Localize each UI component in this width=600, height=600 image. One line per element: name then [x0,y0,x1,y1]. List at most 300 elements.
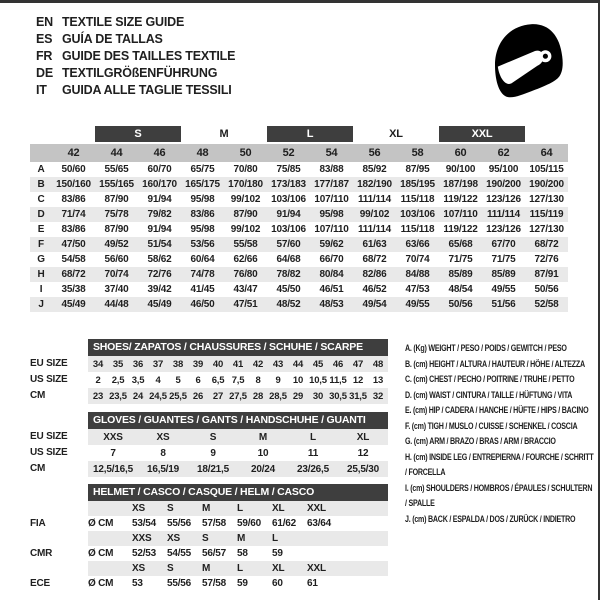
measurement-value: 55/65 [104,164,129,175]
shoes-title-row [30,339,388,356]
shoes-row-label: CM [30,390,46,401]
legend-item: G. (cm) ARM / BRAZO / BRAS / ARM / BRACCIO [405,436,556,446]
shoe-size-value: 10 [292,374,304,386]
shoe-size-value: 2,5 [111,374,125,386]
helmet-size-label: M [202,563,211,574]
measurement-value: 111/114 [357,194,392,205]
measurement-value: 87/91 [534,269,559,280]
helmet-size-value: 59 [237,578,248,589]
measurement-row-label: C [37,194,45,205]
measurement-row-label: I [39,284,43,295]
measurement-value: 37/40 [104,284,129,295]
measurement-value: 50/60 [61,164,86,175]
shoes-row-values [88,356,388,372]
measurement-value: 45/50 [276,284,301,295]
helmet-values [88,546,388,561]
language-title-row [36,65,235,82]
measurement-value: 49/52 [104,239,129,250]
helmet-size-value: 61 [307,578,318,589]
shoe-size-value: 32 [372,390,384,402]
measurement-value: 85/89 [448,269,473,280]
size-number: 54 [325,147,338,159]
helmet-sizes-row [30,501,388,516]
textile-size-table [30,125,568,312]
helmet-size-label: XS [132,503,145,514]
measurement-row-label: G [37,254,45,265]
measurement-value: 55/58 [233,239,258,250]
measurement-value: 49/54 [362,299,387,310]
helmet-sizes-values [88,501,388,516]
shoe-size-value: 25,5 [169,390,187,402]
measurement-value: 45/49 [147,299,172,310]
measurement-value: 90/100 [445,164,476,175]
gloves-row-label: CM [30,463,46,474]
measurement-value: 87/90 [104,194,129,205]
measurement-value: 91/94 [147,194,172,205]
shoe-size-value: 10,5 [309,374,327,386]
size-group-label: XL [389,128,403,140]
measurement-value: 46/52 [362,284,387,295]
size-group-row [30,125,568,143]
gloves-row [30,445,388,461]
shoe-size-value: 37 [152,358,164,370]
measurement-value: 39/42 [147,284,172,295]
size-number: 44 [110,147,123,159]
shoe-size-value: 9 [275,374,281,386]
measurement-value: 127/130 [529,224,564,235]
measurement-value: 80/84 [319,269,344,280]
helmet-size-label: L [237,563,243,574]
measurement-value: 190/200 [529,179,564,190]
gloves-row-label: US SIZE [30,447,68,458]
shoe-size-value: 27,5 [229,390,247,402]
size-number: 42 [67,147,80,159]
guide-title: GUÍA DE TALLAS [62,32,163,46]
helmet-size-value: 52/53 [132,548,157,559]
measurement-value: 71/75 [491,254,516,265]
legend-item: B. (cm) HEIGHT / ALTURA / HAUTEUR / HÖHE / ALTEZZA [405,358,585,369]
measurement-value: 60/64 [190,254,215,265]
glove-size-value: XL [356,431,370,443]
glove-size-value: 23/26,5 [297,463,329,475]
shoe-size-value: 47 [352,358,364,370]
shoe-size-value: 5 [175,374,181,386]
shoe-size-value: 42 [252,358,264,370]
racing-helmet-icon [487,15,567,107]
helmet-size-label: XXS [132,533,152,544]
helmet-values-row [30,516,388,531]
measurement-value: 87/90 [233,209,258,220]
measurement-value: 115/118 [400,224,435,235]
shoe-size-value: 28 [252,390,264,402]
helmet-standard-label: FIA [30,518,46,529]
measurement-row [30,252,568,267]
gloves-row [30,461,388,477]
measurement-value: 67/70 [491,239,516,250]
measurement-value: 83/86 [61,194,86,205]
measurement-value: 65/68 [448,239,473,250]
measurement-value: 75/78 [104,209,129,220]
helmet-size-value: 54/55 [167,548,192,559]
measurement-value: 83/88 [319,164,344,175]
helmet-standard-label: ECE [30,578,50,589]
shoe-size-value: 45 [312,358,324,370]
shoe-size-value: 26 [192,390,204,402]
size-group-cell [439,126,525,142]
glove-size-value: 7 [110,447,116,459]
legend-item: H. (cm) INSIDE LEG / ENTREPIERNA / FOURCHE / SCHRITT / FORCELLA [405,451,594,477]
measurement-value: 63/66 [405,239,430,250]
helmet-size-label: S [167,563,174,574]
helmet-size-value: 59 [272,548,283,559]
size-number: 62 [497,147,510,159]
helmet-sizes-row [30,561,388,576]
shoe-size-value: 28,5 [269,390,287,402]
measurement-value: 46/51 [319,284,344,295]
unit-label: Ø CM [88,518,114,529]
size-group-label: XXL [439,126,525,142]
measurement-row [30,207,568,222]
gloves-row-label: EU SIZE [30,431,68,442]
shoes-row [30,372,388,388]
measurement-value: 83/86 [190,209,215,220]
shoe-size-value: 27 [212,390,224,402]
title-spacer [30,412,88,429]
shoe-size-value: 46 [332,358,344,370]
measurement-value: 160/170 [142,179,177,190]
measurement-value: 48/52 [276,299,301,310]
helmet-sizes-values [88,561,388,576]
size-number: 56 [368,147,381,159]
shoe-size-value: 6,5 [211,374,225,386]
measurement-value: 70/80 [233,164,258,175]
glove-size-value: L [310,431,316,443]
helmet-values-row [30,576,388,591]
measurement-value: 51/54 [147,239,172,250]
language-code: ES [36,32,53,46]
unit-label: Ø CM [88,578,114,589]
measurement-value: 53/56 [190,239,215,250]
measurement-value: 99/102 [359,209,390,220]
measurement-value: 56/60 [104,254,129,265]
helmet-standard-block [30,501,388,531]
measurement-value: 182/190 [357,179,392,190]
helmet-size-label: XXL [307,503,326,514]
measurement-value: 60/70 [147,164,172,175]
legend-item: A. (Kg) WEIGHT / PESO / POIDS / GEWITCH / PESO [405,343,567,353]
measurement-row-label: J [38,299,44,310]
measurement-value: 91/94 [276,209,301,220]
measurement-value: 64/68 [276,254,301,265]
glove-size-value: 8 [160,447,166,459]
shoe-size-value: 8 [255,374,261,386]
measurement-value: 49/55 [491,284,516,295]
measurement-value: 52/58 [534,299,559,310]
measurement-value: 123/126 [486,194,521,205]
language-code: EN [36,15,53,29]
gloves-row-values [88,445,388,461]
glove-size-value: 9 [210,447,216,459]
helmet-size-label: S [167,503,174,514]
helmet-size-value: 60 [272,578,283,589]
measurement-value: 45/49 [61,299,86,310]
glove-size-value: XS [156,431,170,443]
guide-title: GUIDE DES TAILLES TEXTILE [62,49,236,63]
measurement-value: 68/72 [61,269,86,280]
measurement-value: 123/126 [486,224,521,235]
legend-item: D. (cm) WAIST / CINTURA / TAILLE / HÜFTUNG / VITA [405,389,573,400]
measurement-value: 150/160 [56,179,91,190]
glove-size-value: S [209,431,217,443]
language-title-row [36,48,235,65]
size-number: 52 [282,147,295,159]
glove-size-value: 11 [307,447,319,459]
helmet-size-label: M [202,503,211,514]
helmet-size-table [30,484,388,591]
measurement-value: 75/85 [276,164,301,175]
shoe-size-value: 11,5 [329,374,347,386]
shoe-size-value: 3,5 [131,374,145,386]
measurement-value: 79/82 [147,209,172,220]
measurement-value: 177/187 [314,179,349,190]
shoe-size-value: 35 [112,358,124,370]
measurement-value: 50/56 [448,299,473,310]
measurement-value: 48/53 [319,299,344,310]
guide-title: GUIDA ALLE TAGLIE TESSILI [62,83,232,97]
helmet-size-label: M [237,533,246,544]
measurement-row-label: H [37,269,45,280]
size-number: 48 [196,147,209,159]
shoe-size-value: 12 [352,374,364,386]
helmet-size-value: 61/62 [272,518,297,529]
helmet-size-label: XS [167,533,180,544]
helmet-size-value: 55/56 [167,518,192,529]
shoe-size-value: 24 [132,390,144,402]
helmet-size-value: 55/56 [167,578,192,589]
size-group-cell [181,126,267,142]
shoe-size-value: 41 [232,358,244,370]
measurement-value: 47/51 [233,299,258,310]
measurement-value: 70/74 [104,269,129,280]
helmet-sizes-values [88,531,388,546]
measurement-value: 119/122 [443,194,478,205]
helmet-size-label: XXL [307,563,326,574]
measurement-value: 127/130 [529,194,564,205]
helmet-size-value: 57/58 [202,518,227,529]
measurement-value: 66/70 [319,254,344,265]
measurement-row [30,237,568,252]
measurement-value: 71/75 [448,254,473,265]
measurement-row [30,177,568,192]
measurement-value: 107/110 [314,194,349,205]
gloves-row [30,429,388,445]
measurement-value: 119/122 [443,224,478,235]
helmet-size-value: 59/60 [237,518,262,529]
measurement-value: 95/98 [190,224,215,235]
measurement-row [30,162,568,177]
gloves-table-title: GLOVES / GUANTES / GANTS / HANDSCHUHE / GUANTI [88,412,388,429]
helmet-size-value: 57/58 [202,578,227,589]
helmet-size-label: XL [272,563,285,574]
measurement-value: 83/86 [61,224,86,235]
guide-title: TEXTILE SIZE GUIDE [62,15,185,29]
measurement-row [30,222,568,237]
size-group-cell [95,126,181,142]
measurement-value: 61/63 [362,239,387,250]
helmet-standard-label: CMR [30,548,53,559]
helmet-size-label: L [272,533,278,544]
glove-size-value: 12 [357,447,369,459]
measurement-value: 85/92 [362,164,387,175]
helmet-size-label: XL [272,503,285,514]
measurement-value: 59/62 [319,239,344,250]
measurement-row-label: E [37,224,45,235]
measurement-value: 107/110 [443,209,478,220]
measurement-value: 115/119 [529,209,564,220]
shoe-size-value: 48 [372,358,384,370]
measurement-value: 68/72 [362,254,387,265]
legend-item: C. (cm) CHEST / PECHO / POITRINE / TRUHE / PETTO [405,374,575,384]
measurement-value: 173/183 [271,179,306,190]
measurement-value: 54/58 [61,254,86,265]
shoe-size-value: 34 [92,358,104,370]
language-code: DE [36,66,53,80]
unit-label: Ø CM [88,548,114,559]
measurement-value: 87/95 [405,164,430,175]
shoe-size-value: 31,5 [349,390,367,402]
glove-size-value: 18/21,5 [197,463,229,475]
shoes-table-title: SHOES/ ZAPATOS / CHAUSSURES / SCHUHE / SCARPE [88,339,388,356]
legend-item: J. (cm) BACK / ESPALDA / DOS / ZURÜCK / INDIETRO [405,513,576,524]
measurement-value: 62/66 [233,254,258,265]
measurement-value: 84/88 [405,269,430,280]
measurement-value: 76/80 [233,269,258,280]
shoe-size-value: 30 [312,390,324,402]
gloves-title-row [30,412,388,429]
measurement-row-label: D [37,209,45,220]
measurement-value: 111/114 [357,224,392,235]
gloves-row-values [88,461,388,477]
size-group-label: L [267,126,353,142]
helmet-values [88,516,388,531]
measurement-value: 91/94 [147,224,172,235]
helmet-size-value: 58 [237,548,248,559]
shoe-size-value: 23,5 [109,390,127,402]
measurement-value: 87/90 [104,224,129,235]
shoe-size-value: 36 [132,358,144,370]
measurement-row [30,192,568,207]
legend-item: I. (cm) SHOULDERS / HOMBROS / ÉPAULES / SCHULTERN / SPALLE [405,482,593,508]
measurement-value: 103/106 [400,209,435,220]
measurement-value: 82/86 [362,269,387,280]
size-group-cell [267,126,353,142]
legend-item: E. (cm) HIP / CADERA / HANCHE / HÜFTE / HIPS / BACINO [405,405,589,415]
title-spacer [30,484,88,501]
measurement-row-label: F [38,239,44,250]
shoe-size-value: 4 [155,374,161,386]
shoes-row [30,388,388,404]
measurement-value: 115/118 [400,194,435,205]
glove-size-value: M [258,431,268,443]
size-number: 50 [239,147,252,159]
shoes-row-label: EU SIZE [30,358,68,369]
measurement-value: 51/56 [491,299,516,310]
accessory-size-tables [30,339,388,591]
measurement-value: 49/55 [405,299,430,310]
shoes-row-values [88,388,388,404]
helmet-values-row [30,546,388,561]
shoe-size-value: 6 [195,374,201,386]
glove-size-value: XXS [103,431,123,443]
measurement-value: 46/50 [190,299,215,310]
glove-size-value: 16,5/19 [147,463,179,475]
shoe-size-value: 23 [92,390,104,402]
shoe-size-value: 13 [372,374,384,386]
measurement-row [30,297,568,312]
measurement-value: 35/38 [61,284,86,295]
size-number: 46 [153,147,166,159]
shoe-size-value: 7,5 [231,374,245,386]
measurement-value: 95/98 [190,194,215,205]
shoe-size-value: 24,5 [149,390,167,402]
measurement-value: 71/74 [61,209,86,220]
language-code: IT [36,83,47,97]
shoe-size-value: 40 [212,358,224,370]
helmet-size-label: S [202,533,209,544]
glove-size-value: 12,5/16,5 [93,463,133,475]
measurement-value: 190/200 [486,179,521,190]
language-code: FR [36,49,53,63]
measurement-value: 48/54 [448,284,473,295]
shoe-size-value: 2 [95,374,101,386]
measurement-value: 50/56 [534,284,559,295]
language-title-row [36,82,235,99]
measurement-value: 165/175 [185,179,220,190]
measurement-row-label: A [37,164,45,175]
measurement-value: 103/106 [271,194,306,205]
measurement-value: 187/198 [443,179,478,190]
language-title-list [36,14,235,99]
measurement-value: 74/78 [190,269,215,280]
title-spacer [30,339,88,356]
legend-item: F. (cm) TIGH / MUSLO / CUISSE / SCHENKEL / COSCIA [405,420,578,431]
shoe-size-value: 30,5 [329,390,347,402]
measurement-value: 44/48 [104,299,129,310]
size-number-header-row [30,144,568,162]
measurement-value: 170/180 [228,179,263,190]
gloves-row-values [88,429,388,445]
measurement-value: 95/100 [488,164,519,175]
helmet-size-value: 53/54 [132,518,157,529]
measurement-value: 57/60 [276,239,301,250]
gloves-size-table [30,412,388,477]
shoe-size-value: 38 [172,358,184,370]
measurement-value: 185/195 [400,179,435,190]
size-group-label: S [95,126,181,142]
helmet-standard-block [30,561,388,591]
measurement-row [30,267,568,282]
measurement-value: 72/76 [534,254,559,265]
language-title-row [36,31,235,48]
guide-title: TEXTILGRÖßENFÜHRUNG [62,66,218,80]
measurement-value: 58/62 [147,254,172,265]
language-title-row [36,14,235,31]
measurement-row [30,282,568,297]
measurement-row-label: B [37,179,45,190]
measurement-value: 43/47 [233,284,258,295]
measurement-value: 72/76 [147,269,172,280]
shoes-row-label: US SIZE [30,374,68,385]
